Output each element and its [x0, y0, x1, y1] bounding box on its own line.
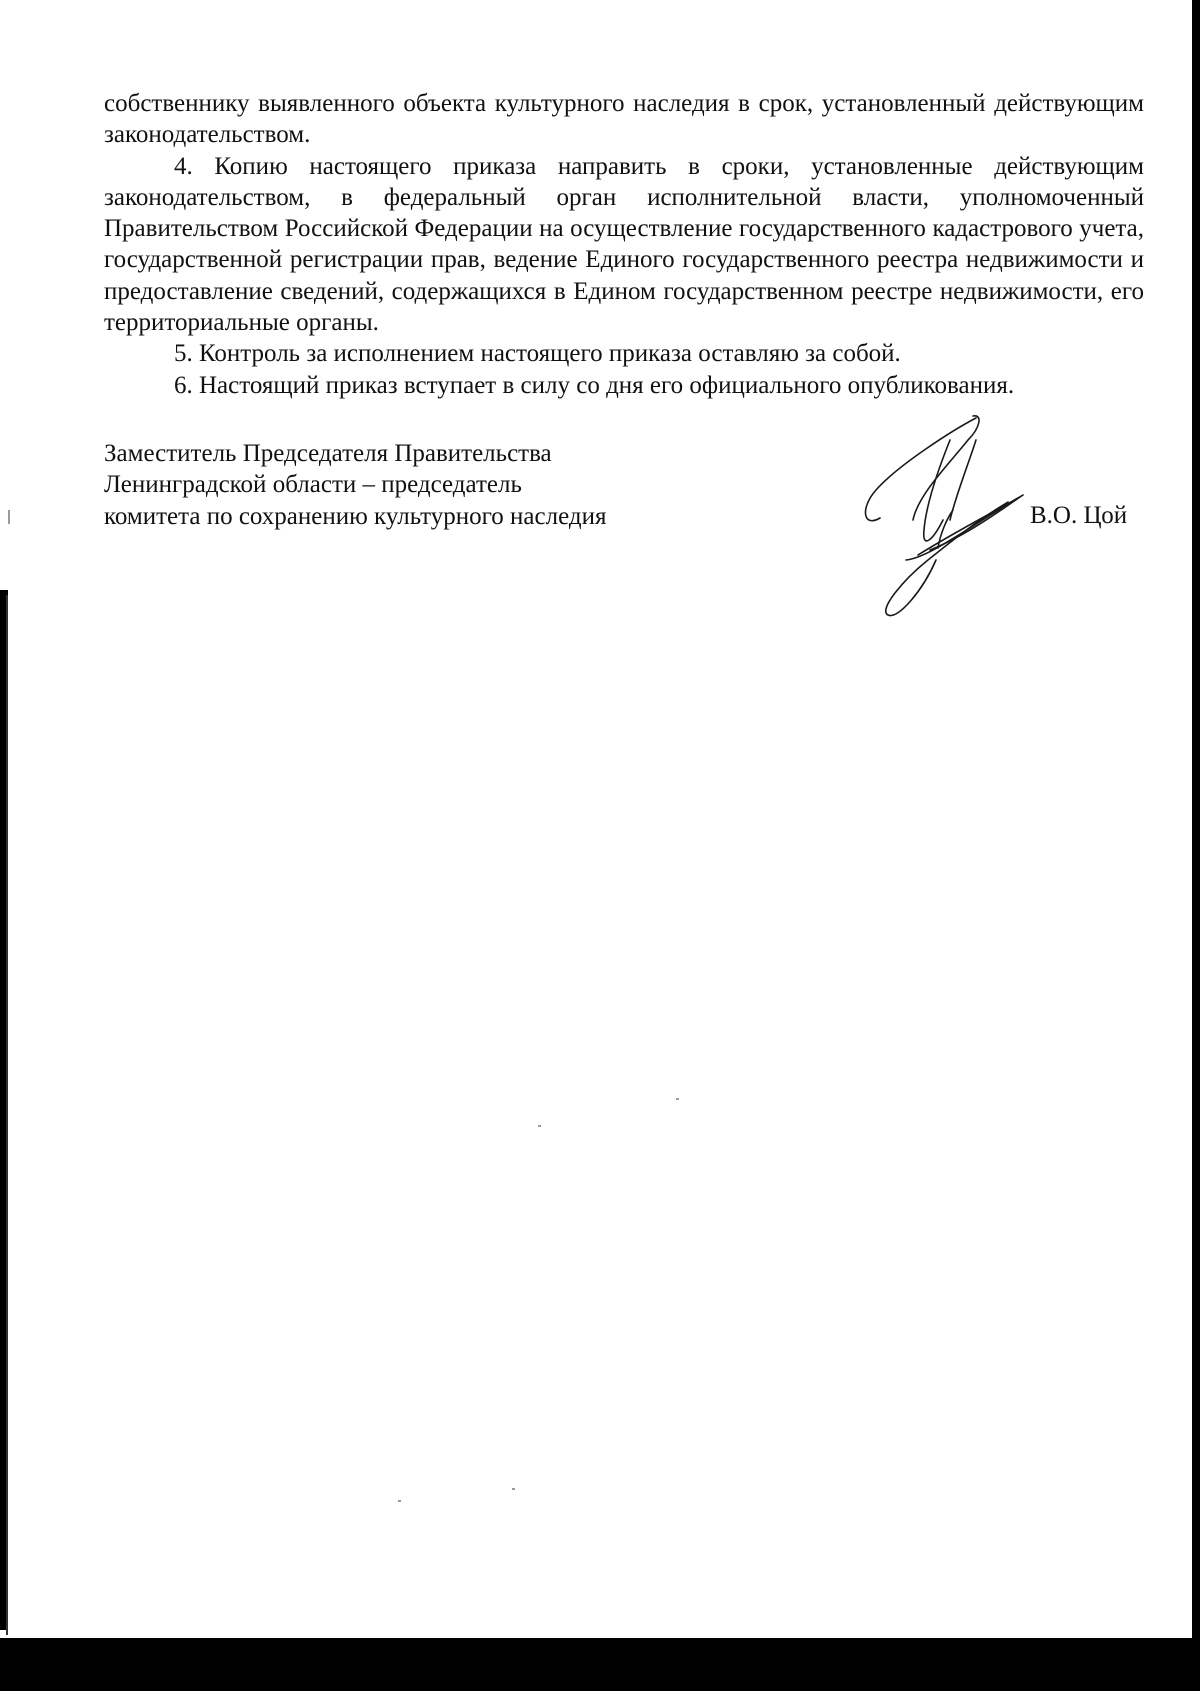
scan-speck	[398, 1500, 401, 1502]
scan-border-left-line	[6, 595, 8, 1635]
handwritten-signature	[858, 410, 1048, 625]
signatory-title-line: Ленинградской области – председатель	[104, 471, 522, 499]
paragraph-item-6: 6. Настоящий приказ вступает в силу со дня его официального опубликования.	[174, 371, 1015, 399]
scan-speck	[512, 1488, 515, 1490]
signatory-name: В.О. Цой	[1030, 502, 1128, 529]
scan-speck	[676, 1098, 679, 1100]
paragraph-item-4: 4. Копию настоящего приказа направить в сроки, установленные действующим законодательством, в федеральный орган исполнительной власти, уполномоченный Правительством Российской Федерации на осуществление государственного кадастрового учета, государственной регистрации прав, ведение Единого государственного реестра недвижимости и предоставление сведений, содержащихся в Едином государственном реестре недвижимости, его территориальные органы.	[104, 152, 1144, 337]
scan-border-right	[1192, 0, 1200, 1691]
paragraph-item-5: 5. Контроль за исполнением настоящего приказа оставляю за собой.	[174, 340, 901, 368]
signatory-title-line: комитета по сохранению культурного наследия	[104, 502, 607, 530]
paragraph-continuation: собственнику выявленного объекта культурного наследия в срок, установленный действующим законодательством.	[104, 90, 1144, 149]
signatory-title	[104, 438, 724, 532]
scan-speck	[538, 1125, 541, 1127]
signatory-title-line: Заместитель Председателя Правительства	[104, 440, 552, 467]
scan-border-bottom	[0, 1638, 1200, 1691]
order-body	[104, 88, 1144, 401]
scan-speck	[8, 510, 10, 524]
